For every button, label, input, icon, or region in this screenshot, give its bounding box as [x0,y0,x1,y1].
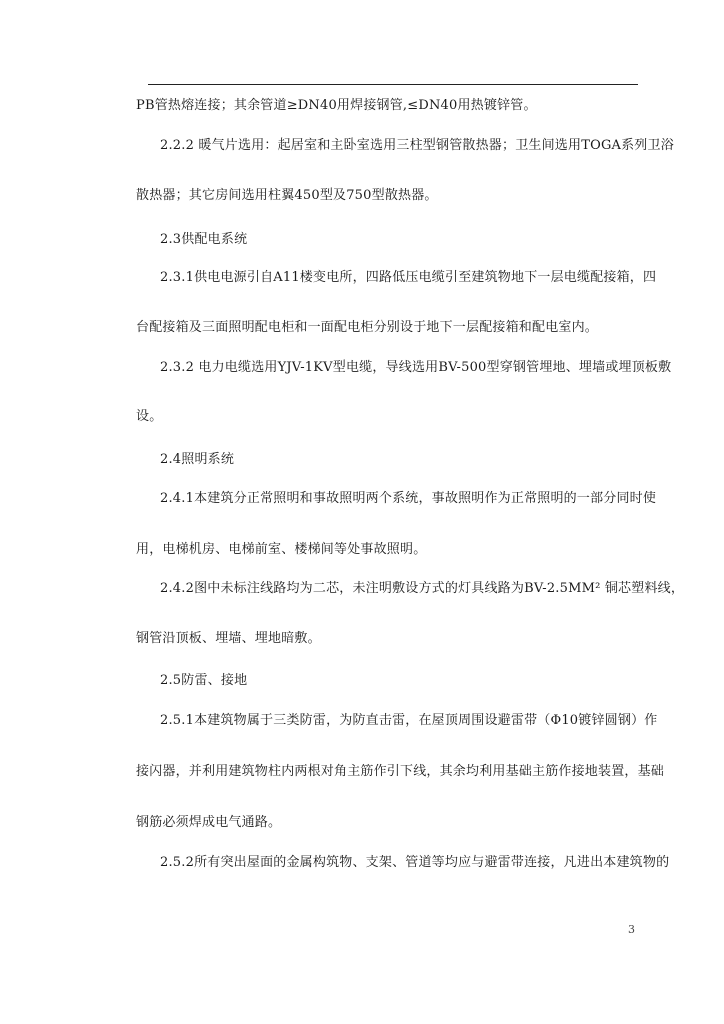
text-line: PB管热熔连接；其余管道≥DN40用焊接钢管,≤DN40用热镀锌管。 [136,98,537,113]
text-line: 2.3.2 电力电缆选用YJV-1KV型电缆，导线选用BV-500型穿钢管埋地、埋墙或埋顶板敷 [160,360,672,375]
text-line: 钢筋必须焊成电气通路。 [136,815,282,830]
page-number: 3 [628,923,635,936]
header-rule [148,84,638,85]
section-heading: 2.5防雷、接地 [160,673,248,688]
text-line: 2.2.2 暖气片选用：起居室和主卧室选用三柱型钢管散热器；卫生间选用TOGA系列卫浴 [160,138,674,153]
text-line: 2.5.1本建筑物属于三类防雷，为防直击雷，在屋顶周围设避雷带（Φ10镀锌圆钢）作 [160,713,658,728]
text-line: 用，电梯机房、电梯前室、楼梯间等处事故照明。 [136,542,427,557]
text-line: 钢管沿顶板、埋墙、埋地暗敷。 [136,631,321,646]
section-heading: 2.4照明系统 [160,452,235,467]
text-line: 2.3.1供电电源引自A11楼变电所，四路低压电缆引至建筑物地下一层电缆配接箱，四 [160,270,657,285]
text-line: 散热器；其它房间选用柱翼450型及750型散热器。 [136,188,438,203]
section-heading: 2.3供配电系统 [160,232,248,247]
text-line: 2.4.2图中未标注线路均为二芯，未注明敷设方式的灯具线路为BV-2.5MM² 铜芯塑料线， [160,581,685,596]
text-line: 接闪器，并利用建筑物柱内两根对角主筋作引下线，其余均利用基础主筋作接地装置，基础 [136,764,665,779]
text-line: 2.4.1本建筑分正常照明和事故照明两个系统，事故照明作为正常照明的一部分同时使 [160,491,657,506]
text-line: 设。 [136,409,163,424]
text-line: 2.5.2所有突出屋面的金属构筑物、支架、管道等均应与避雷带连接，凡进出本建筑物的 [160,855,670,870]
text-line: 台配接箱及三面照明配电柜和一面配电柜分别设于地下一层配接箱和配电室内。 [136,320,599,335]
